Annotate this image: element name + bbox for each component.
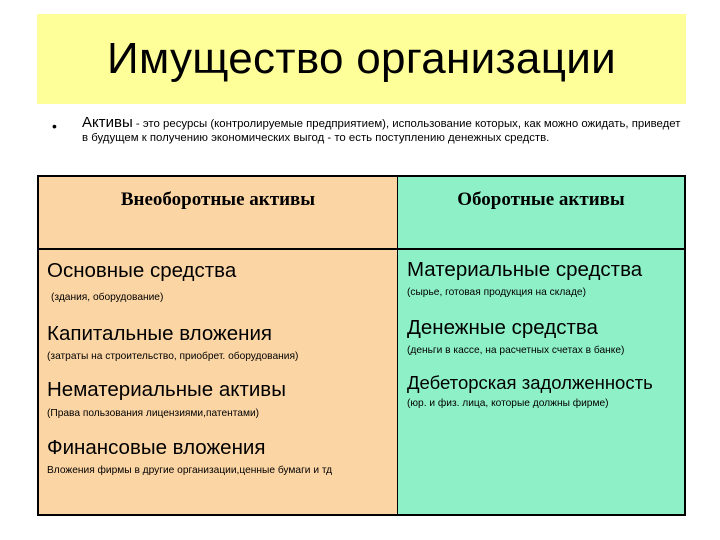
intro-definition: - это ресурсы (контролируемые предприятием), использование которых, как можно ожидать, приведет в будущем к получению экономических выгод - то есть поступлению денежных средств.	[82, 118, 681, 144]
item-receivables-note: (юр. и физ. лица, которые должны фирме)	[407, 398, 609, 409]
assets-table	[37, 175, 686, 516]
current-assets-column	[398, 250, 684, 514]
item-material-assets-note: (сырье, готовая продукция на складе)	[407, 287, 586, 298]
item-financial-investments-note: Вложения фирмы в другие организации,ценные бумаги и тд	[47, 465, 333, 476]
bullet-marker: •	[52, 118, 57, 134]
item-cash-note: (деньги в кассе, на расчетных счетах в банке)	[407, 345, 625, 356]
item-receivables: Дебеторская задолженность	[407, 372, 653, 393]
item-material-assets: Материальные средства	[407, 258, 643, 281]
item-cash: Денежные средства	[407, 316, 598, 339]
title-banner	[37, 14, 686, 104]
intro-paragraph	[82, 116, 682, 145]
intro-term: Активы	[82, 114, 133, 131]
item-intangible-assets-note: (Права пользования лицензиями,патентами)	[47, 408, 260, 419]
noncurrent-assets-column	[39, 250, 398, 514]
item-fixed-assets-note: (здания, оборудование)	[51, 292, 164, 303]
page-title: Имущество организации	[107, 34, 616, 83]
item-capital-investments-note: (затраты на строительство, приобрет. оборудования)	[47, 351, 299, 362]
header-noncurrent-assets: Внеоборотные активы	[39, 177, 398, 250]
header-current-assets: Оборотные активы	[398, 177, 684, 250]
item-intangible-assets: Нематериальные активы	[47, 378, 286, 401]
item-fixed-assets: Основные средства	[47, 259, 237, 282]
item-capital-investments: Капитальные вложения	[47, 322, 273, 345]
item-financial-investments: Финансовые вложения	[47, 436, 266, 459]
